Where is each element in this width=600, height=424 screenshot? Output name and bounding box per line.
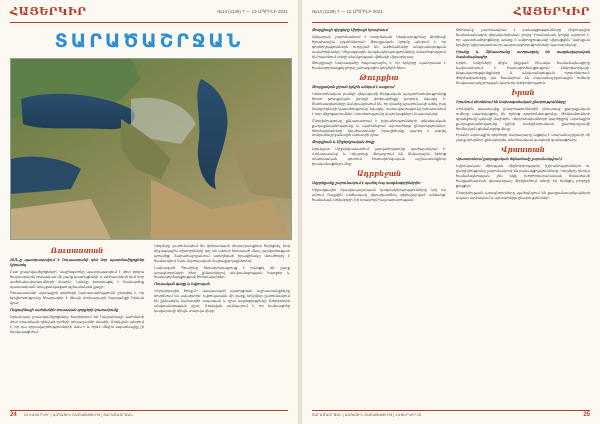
section-title-azerbaijan: Ադրբեջան (356, 168, 402, 178)
page-number: 25 (583, 412, 590, 418)
brand-logo: ՀԱՅԵՐԿԻՐ (10, 5, 87, 18)
page-title: ՏԱՐԱԾԱՇՐՋԱՆ (54, 30, 244, 52)
issue-line: №14 (1139) 7 — 13 ԱՊՐԻԼԻ 2021 (217, 9, 288, 14)
footer-text: ՏԱՐԱԾԱՇՐՋԱՆ | ԱԶԳԱՅԻՆ ՇԱԲԱԹԱԹԵՐԹ | ՀԱՅԵՐԿԻՐ 25 (312, 413, 421, 417)
page-footer (10, 410, 288, 421)
issue-line: №14 (1139) 7 — 13 ԱՊՐԻԼԻ 2021 (312, 9, 383, 14)
page-number: 24 (10, 412, 17, 418)
region-map-image (10, 58, 292, 240)
right-page (302, 0, 600, 424)
column-turkey: Թուրքիայի դիրքերը Սիրիայի հյուսիսում Անկարան շարունակում է ռազմական ներկայությունը Սիրիայի հյուսիսային շրջաններում։ Թուրքական կողմը պնդում է, որ գործողություններն ուղղված են սահմանների անվտանգության ապահովմանը։ Միջազգային կազմակերպությունները մտահոգություն են հայտնում տեղի բնակչության վիճակի վերաբերյալ։ Թուրքիայի նախագահը հայտարարել է, որ երկիրը պատրաստ է համագործակցել բոլոր շահագրգիռ կողմերի հետ։ Թուրքիա Թուրքական լիրան կրկին անկում է ապրում Կենտրոնական բանկի ղեկավարի հերթական պաշտոնանկությունից հետո թուրքական լիրայի փոխարժեքը կտրուկ նվազել է։ Տնտեսագետները կանխատեսում են, որ գնաճը կշարունակի աճել, իսկ ներդրողների վստահությունը՝ նվազել։ Կառավարությունը խոստանում է նոր միջոցառումներ՝ տնտեսությունը կայունացնելու նպատակով։ Ընդդիմությունը քննադատում է իշխանությունների տնտեսական քաղաքականությունը և պահանջում արտահերթ ընտրություններ։ Փորձագետների գնահատմամբ՝ իրավիճակը կարող է ազդել տարածաշրջանային առևտրի վրա։ Թուրքիան և Միջերկրական ծովը Արևելյան Միջերկրականում լարվածությունը պահպանվում է։ Հունաստանը և Կիպրոսը մեղադրում են Անկարային իրենց տնտեսական գոտում հետախուզական աշխատանքներ իրականացնելու մեջ։ Ադրբեջան Ադրբեջանը շարունակում է պահել հայ ռազմագերիներին Միջազգային իրավապաշտպան կազմակերպությունները կոչ են անում Բաքվին անհապաղ վերադարձնել գերեվարված անձանց՝ համաձայն նոյեմբերի 9-ի եռակողմ հայտարարության։ (312, 28, 446, 202)
section-title-georgia: Վրաստան (501, 145, 545, 155)
column-russia: Ռուսաստան ԱՄՆ-ը պատրաստվում է Ռուսաստանի դեմ նոր պատժամիջոցներ կիրառել Ըստ լրատվամիջոցների՝ Վաշինգտոնը պատրաստվում է մոտ օրերս հայտարարել ռուսական մի շարք կառույցների և անհատների դեմ նոր սահմանափակումների մասին։ Կրեմլը խոստացել է համարժեք պատասխան տալ ցանկացած թշնամական քայլի։ Ռուսաստանի արտաքին գործերի նախարարությունն ընդգծել է, որ երկխոսությունը հնարավոր է միայն փոխադարձ հարգանքի հիման վրա։ Ուկրաինայի սահմանին ռուսական զորքերի կուտակումը Արևմտյան լրատվամիջոցները հաղորդում են Ուկրաինայի սահմանի մոտ ռուսական զինված ուժերի տեղաշարժի մասին։ Մոսկվան պնդում է, որ դա զորավարժությունների մաս է և որևէ մեկին սպառնալիք չի ներկայացնում։ (10, 246, 144, 334)
section-title-russia: Ռուսաստան (50, 246, 104, 255)
section-title-turkey: Թուրքիա (359, 73, 399, 83)
footer-text: 24 ՀԱՅԵՐԿԻՐ | ԱԶԳԱՅԻՆ ՇԱԲԱԹԱԹԵՐԹ | ՏԱՐԱԾԱՇՐՋԱՆ (24, 413, 133, 417)
page-header (10, 4, 288, 23)
column-russia-2: Կողմերը շարունակում են փոխադարձ մեղադրանքներ հնչեցնել, իսկ միջազգային դիտորդները կոչ են անում ձեռնպահ մնալ լարվածության սրումից։ Տարածաշրջանում ստեղծված իրավիճակը մտահոգիչ է համարվում նաև եվրոպական մայրաքաղաքներում։ Նախագահ Պուտինը հեռախոսազրույց է ունեցել մի շարք առաջնորդների հետ՝ քննարկելով անվտանգության հարցեր և համագործակցության հեռանկարներ։ Ռուսական գազը և Եվրոպան «Հյուսիսային հոսք-2» գազատարի կառուցման աշխատանքները մոտենում են ավարտին։ Եվրոպական մի շարք երկրներ շարունակում են քննարկել նախագծի ապագան և դրա ազդեցությունը էներգետիկ անվտանգության վրա։ Մոսկվան ակնկալում է, որ նախագիծը կավարտվի մինչև տարվա վերջ։ (154, 244, 290, 313)
brand-logo: ՀԱՅԵՐԿԻՐ (513, 5, 590, 18)
page-header (312, 4, 590, 23)
page-footer (312, 410, 590, 421)
column-iran-georgia: Թեհրանը շարունակում է բանակցությունները միջուկային համաձայնագրի վերականգնման շուրջ։ Իրանական կողմը պնդում է, որ պատժամիջոցները պետք է ամբողջությամբ վերացվեն՝ նախքան երկիրը կվերադառնա իր պարտավորությունների կատարմանը։ Իրանը և Չինաստանը ստորագրել են ռազմավարական համաձայնագիր Երկու երկրների միջև կնքված 25-ամյա համաձայնագիրը նախատեսում է համագործակցություն էներգետիկայի, ենթակառուցվածքների և անվտանգության ոլորտներում։ Փորձագետները դա համարում են տարածաշրջանային ուժերի հավասարակշռության կարևոր փոփոխություն։ Իրան Իրանում մոտենում են նախագահական ընտրությունները Հունիսին կայանալիք ընտրություններին ընդառաջ քաղաքական ուժերը ակտիվացրել են իրենց գործունեությունը։ Թեկնածուների գրանցումը կսկսվի մայիսին։ Վերլուծաբանների կարծիքով՝ արտաքին քաղաքականությունը կլինի նախընտրական քարոզարշավի հիմնական թեմաներից մեկը։ Իրանի արտաքին գործերի նախարարը այցելել է տարածաշրջանի մի շարք երկրներ՝ քննարկելու տնտեսական կապերի զարգացումը։ Վրաստան Վրաստանում քաղաքական ճգնաժամը շարունակվում է Եվրոպական միության միջնորդությամբ իշխանություններն ու ընդդիմությունը շարունակում են բանակցությունները։ Կողմերը դեռևս համաձայնության չեն եկել խորհրդարանական ճգնաժամի հաղթահարման վերաբերյալ։ Թբիլիսիում տեղի են ունեցել բողոքի ցույցեր։ Ընդդիմության առաջնորդները պահանջում են քաղբանտարկյալների ազատ արձակում և արտահերթ ընտրություններ։ (456, 28, 590, 200)
left-page (0, 0, 298, 424)
satellite-map (11, 59, 291, 239)
section-title-iran: Իրան (511, 87, 535, 97)
